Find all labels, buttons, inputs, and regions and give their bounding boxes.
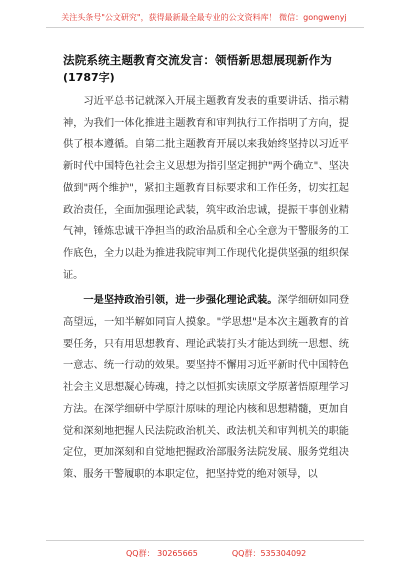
paragraph-intro (63, 91, 349, 286)
page-footer (0, 540, 408, 580)
paragraph-point-one-text: 深学细研如同登高望远，一知半解如同盲人摸象。"学思想"是本次主题教育的首要任务，只有用思想教育、理论武装打头才能达到统一思想、统一意志、统一行动的效果。要坚持不懈用习近平新时代中国特色社会主义思想凝心铸魂，持之以恒抓实读原文学原著悟原理学习方法。在深学细研中学原汁原味的理论内核和思想精髓，更加自觉和深刻地把握人民法院政治机关、政法机关和审判机关的职能定位，更加深刻和自觉地把握政治部服务法院发展、服务党组决策、服务干警履职的本职定位，把坚持党的绝对领导，以 (63, 295, 350, 480)
header-notice: 关注头条号"公文研究"，获得最新最全最专业的公文资料库！ 微信：gongwenyj (61, 13, 347, 22)
paragraph-point-one-lead: 一是坚持政治引领，进一步强化理论武装。 (83, 295, 278, 307)
paragraph-point-one (63, 290, 349, 485)
footer-qq-group-2: QQ群：535304092 (231, 549, 307, 558)
document-body (63, 52, 349, 486)
page-header (0, 0, 408, 36)
document-title: 法院系统主题教育交流发言：领悟新思想展现新作为 (63, 53, 332, 67)
header-divider (46, 27, 364, 28)
word-count: (1787字) (63, 71, 115, 84)
footer-qq-group-1: QQ群： 30265665 (126, 549, 198, 558)
paragraph-intro-text: 习近平总书记就深入开展主题教育发表的重要讲话、指示精神，为我们一体化推进主题教育和审判执行工作指明了方向，提供了根本遵循。自第二批主题教育开展以来我始终坚持以习近平新时代中国特色社会主义思想为指引坚定拥护"两个确立"、坚决做到"两个维护"，紧扣主题教育目标要求和工作任务，切实扛起政治责任，全面加强理论武装，筑牢政治忠诚，提振干事创业精气神，锤炼忠诚干净担当的政治品质和全心全意为干警服务的工作底色，全力以赴为推进我院审判工作现代化提供坚强的组织保证。 (63, 96, 349, 281)
footer-contacts (126, 548, 306, 559)
footer-divider (46, 540, 364, 541)
